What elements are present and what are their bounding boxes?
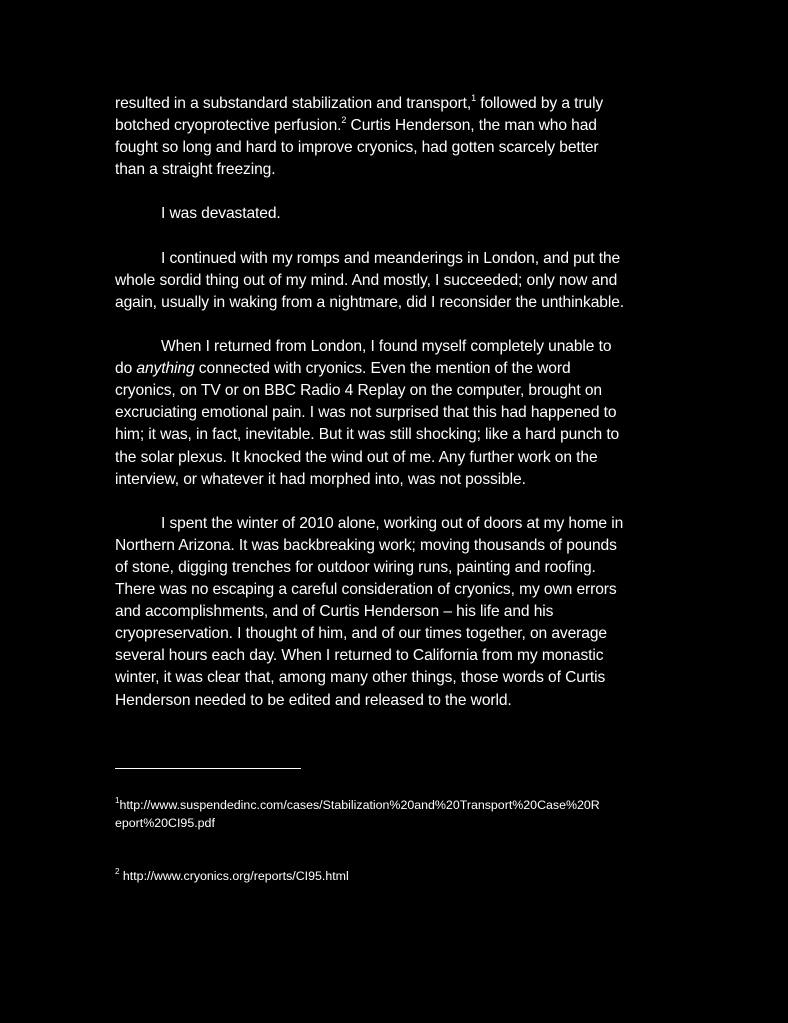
text-line: [115, 690, 680, 712]
text-run: followed by a truly: [475, 95, 604, 112]
text-run: again, usually in waking from a nightmare, did I reconsider the unthinkable.: [115, 293, 625, 311]
footnote-url: eport%20CI95.pdf: [115, 816, 215, 830]
text-run: excruciating emotional pain. I was not surprised that this had happened to: [115, 404, 617, 422]
paragraph: [115, 203, 680, 225]
text-run: I was devastated.: [161, 205, 281, 223]
text-line: [115, 645, 680, 667]
footnote-line: [115, 796, 600, 814]
text-line: [115, 248, 680, 270]
text-line: [115, 336, 680, 358]
text-line: [115, 292, 680, 314]
text-run: him; it was, in fact, inevitable. But it was still shocking; like a hard punch to: [115, 426, 620, 444]
text-run: I spent the winter of 2010 alone, working out of doors at my home in: [161, 514, 624, 532]
footnote-line: [115, 867, 349, 885]
text-run: several hours each day. When I returned to California from my monastic: [115, 647, 604, 665]
paragraph: [115, 248, 680, 314]
footnote-2: [115, 867, 349, 885]
footnote-1: [115, 796, 600, 832]
text-line: [115, 535, 680, 557]
text-line: [115, 601, 680, 623]
text-line: [115, 380, 680, 402]
footnote-url: http://www.suspendedinc.com/cases/Stabilization%20and%20Transport%20Case%20R: [119, 798, 600, 812]
paragraph: [115, 336, 680, 491]
text-line: [115, 447, 680, 469]
text-line: [115, 424, 680, 446]
text-run: winter, it was clear that, among many other things, those words of Curtis: [115, 669, 606, 687]
text-line: [115, 137, 680, 159]
paragraph: [115, 93, 680, 181]
footnote-number: 1: [115, 796, 120, 805]
text-run: Curtis Henderson, the man who had: [346, 117, 597, 135]
text-run: than a straight freezing.: [115, 161, 276, 179]
footnote-marker: 1: [471, 93, 476, 103]
text-run: cryonics, on TV or on BBC Radio 4 Replay on the computer, brought on: [115, 382, 602, 400]
body-text: [115, 93, 680, 734]
text-run: There was no escaping a careful consideration of cryonics, my own errors: [115, 581, 617, 599]
text-line: [115, 115, 680, 137]
text-run: Northern Arizona. It was backbreaking work; moving thousands of pounds: [115, 536, 617, 554]
text-line: [115, 159, 680, 181]
footnote-number: 2: [115, 867, 120, 876]
text-line: [115, 667, 680, 689]
text-line: [115, 623, 680, 645]
text-run: of stone, digging trenches for outdoor wiring runs, painting and roofing.: [115, 558, 596, 576]
text-line: [115, 358, 680, 380]
text-run: whole sordid thing out of my mind. And mostly, I succeeded; only now and: [115, 271, 618, 289]
text-run: fought so long and hard to improve cryonics, had gotten scarcely better: [115, 139, 599, 157]
text-line: [115, 557, 680, 579]
text-run: Henderson needed to be edited and released to the world.: [115, 691, 512, 709]
text-run: the solar plexus. It knocked the wind out of me. Any further work on the: [115, 448, 598, 466]
text-run: cryopreservation. I thought of him, and of our times together, on average: [115, 625, 607, 643]
text-line: [115, 579, 680, 601]
emphasis-text: anything: [136, 360, 195, 378]
text-line: [115, 203, 680, 225]
footnote-line: [115, 814, 600, 832]
text-line: [115, 469, 680, 491]
text-run: do: [115, 360, 137, 378]
text-run: resulted in a substandard stabilization and transport,: [115, 95, 472, 112]
text-run: When I returned from London, I found myself completely unable to: [161, 338, 612, 356]
footnote-marker: 2: [341, 115, 347, 126]
text-line: [115, 93, 680, 115]
text-run: I continued with my romps and meanderings in London, and put the: [161, 249, 621, 267]
text-run: botched cryoprotective perfusion.: [115, 117, 342, 135]
text-run: connected with cryonics. Even the mention of the word: [194, 360, 571, 378]
paragraph: [115, 513, 680, 712]
text-run: and accomplishments, and of Curtis Henderson – his life and his: [115, 603, 554, 621]
footnote-url: http://www.cryonics.org/reports/CI95.html: [119, 869, 349, 883]
text-line: [115, 270, 680, 292]
text-line: [115, 513, 680, 535]
footnote-separator: [115, 768, 301, 769]
text-line: [115, 402, 680, 424]
text-run: interview, or whatever it had morphed into, was not possible.: [115, 470, 526, 488]
